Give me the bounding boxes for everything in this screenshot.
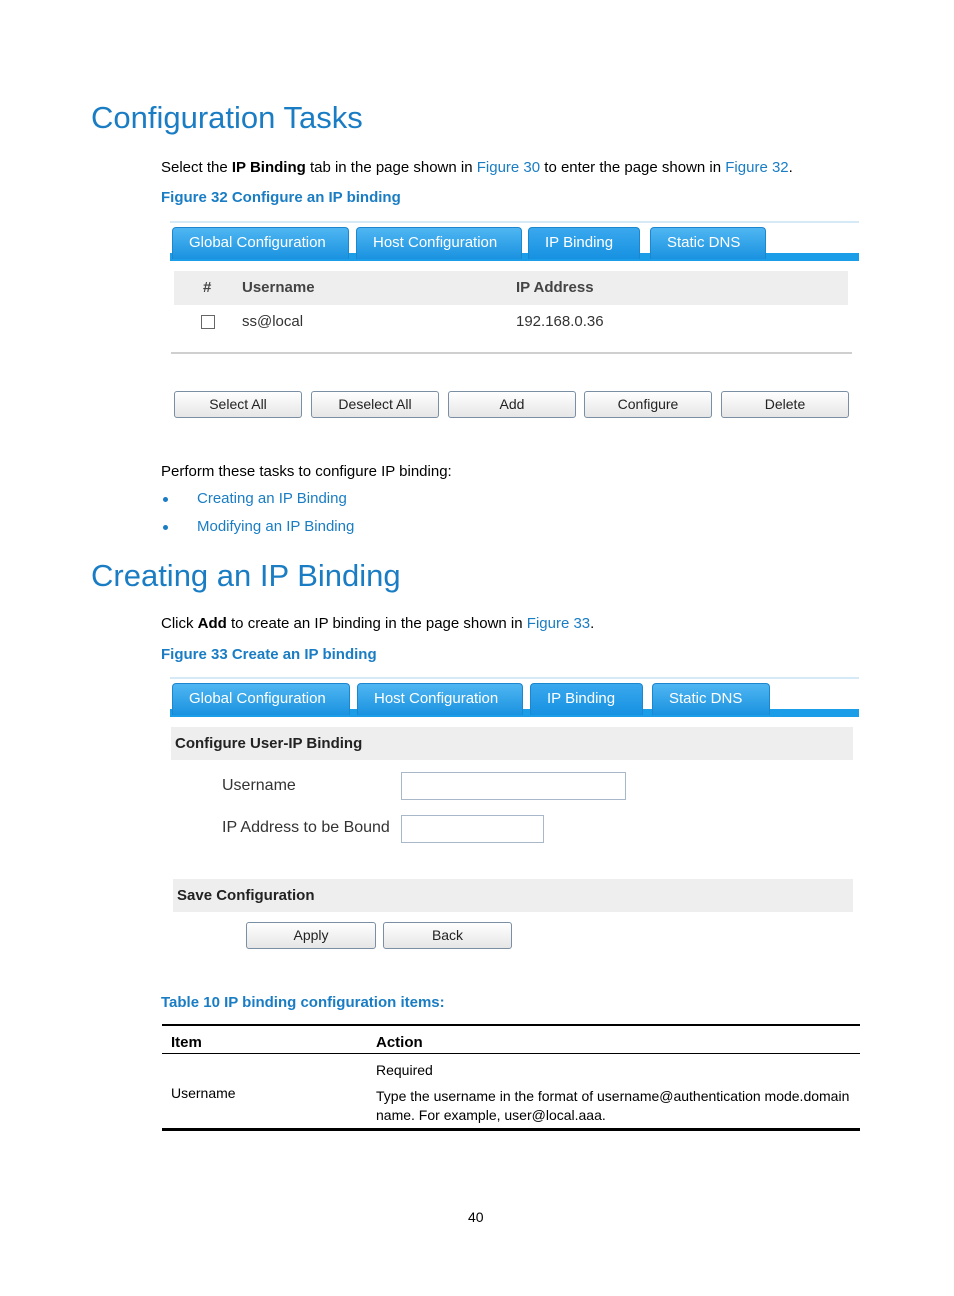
task-link-modifying[interactable]: Modifying an IP Binding [197, 518, 355, 535]
ip-binding-emphasis: IP Binding [231, 159, 306, 176]
figure-33-link[interactable]: Figure 33 [526, 615, 591, 632]
table-header-action: Action [376, 1034, 423, 1051]
fig32-tab-bar [170, 221, 859, 263]
table-cell-required: Required [376, 1062, 433, 1078]
fig33-tab-host-configuration[interactable]: Host Configuration [357, 683, 523, 715]
fig33-configure-section-title: Configure User-IP Binding [171, 727, 853, 760]
fig33-tab-bar [170, 677, 859, 719]
fig32-deselect-all-button[interactable]: Deselect All [311, 391, 439, 418]
fig32-tab-ip-binding[interactable]: IP Binding [528, 227, 640, 259]
fig33-save-section-title: Save Configuration [173, 879, 853, 912]
fig32-tab-host-configuration[interactable]: Host Configuration [356, 227, 522, 259]
fig33-username-label: Username [222, 777, 296, 794]
table-cell-action-line: Type the username in the format of username@authentication mode.domain [376, 1088, 850, 1104]
table-header-rule [162, 1053, 860, 1054]
bullet-icon [163, 497, 168, 502]
add-emphasis: Add [197, 615, 227, 632]
fig33-tab-static-dns[interactable]: Static DNS [652, 683, 770, 715]
fig32-col-index: # [203, 279, 212, 296]
create-intro-paragraph: Click Add to create an IP binding in the page shown in Figure 33. [161, 615, 595, 632]
section-title-creating-ip-binding: Creating an IP Binding [91, 558, 401, 593]
table-cell-action-line: name. For example, user@local.aaa. [376, 1107, 606, 1123]
table-cell-item: Username [171, 1085, 236, 1101]
page-number: 40 [468, 1209, 484, 1225]
fig32-tab-static-dns[interactable]: Static DNS [650, 227, 766, 259]
fig32-tab-global-configuration[interactable]: Global Configuration [172, 227, 349, 259]
fig32-col-ip-address: IP Address [516, 279, 594, 296]
fig33-ip-input[interactable] [401, 815, 544, 843]
figure-30-link[interactable]: Figure 30 [476, 159, 541, 176]
bullet-icon [163, 525, 168, 530]
fig33-tab-global-configuration[interactable]: Global Configuration [172, 683, 350, 715]
table-10-caption: Table 10 IP binding configuration items: [161, 994, 445, 1011]
task-link-creating[interactable]: Creating an IP Binding [197, 490, 347, 507]
fig33-back-button[interactable]: Back [383, 922, 512, 949]
fig32-add-button[interactable]: Add [448, 391, 576, 418]
tasks-intro: Perform these tasks to configure IP binding: [161, 463, 452, 480]
intro-paragraph: Select the IP Binding tab in the page shown in Figure 30 to enter the page shown in Figure 32. [161, 159, 793, 176]
fig32-row-username: ss@local [242, 313, 304, 330]
fig32-select-all-button[interactable]: Select All [174, 391, 302, 418]
fig32-divider [171, 352, 852, 354]
table-top-rule [162, 1024, 860, 1026]
figure-33-caption: Figure 33 Create an IP binding [161, 646, 377, 663]
fig32-row-ip: 192.168.0.36 [516, 313, 604, 330]
fig33-username-input[interactable] [401, 772, 626, 800]
section-title-configuration-tasks: Configuration Tasks [91, 100, 363, 135]
fig32-delete-button[interactable]: Delete [721, 391, 849, 418]
table-header-item: Item [171, 1034, 202, 1051]
fig33-ip-label: IP Address to be Bound [222, 819, 390, 836]
figure-32-caption: Figure 32 Configure an IP binding [161, 189, 401, 206]
table-bottom-rule [162, 1128, 860, 1131]
fig33-apply-button[interactable]: Apply [246, 922, 376, 949]
fig32-configure-button[interactable]: Configure [584, 391, 712, 418]
fig33-tab-ip-binding[interactable]: IP Binding [530, 683, 643, 715]
fig32-row-checkbox[interactable] [201, 315, 215, 329]
fig32-col-username: Username [242, 279, 315, 296]
figure-32-link[interactable]: Figure 32 [725, 159, 789, 176]
